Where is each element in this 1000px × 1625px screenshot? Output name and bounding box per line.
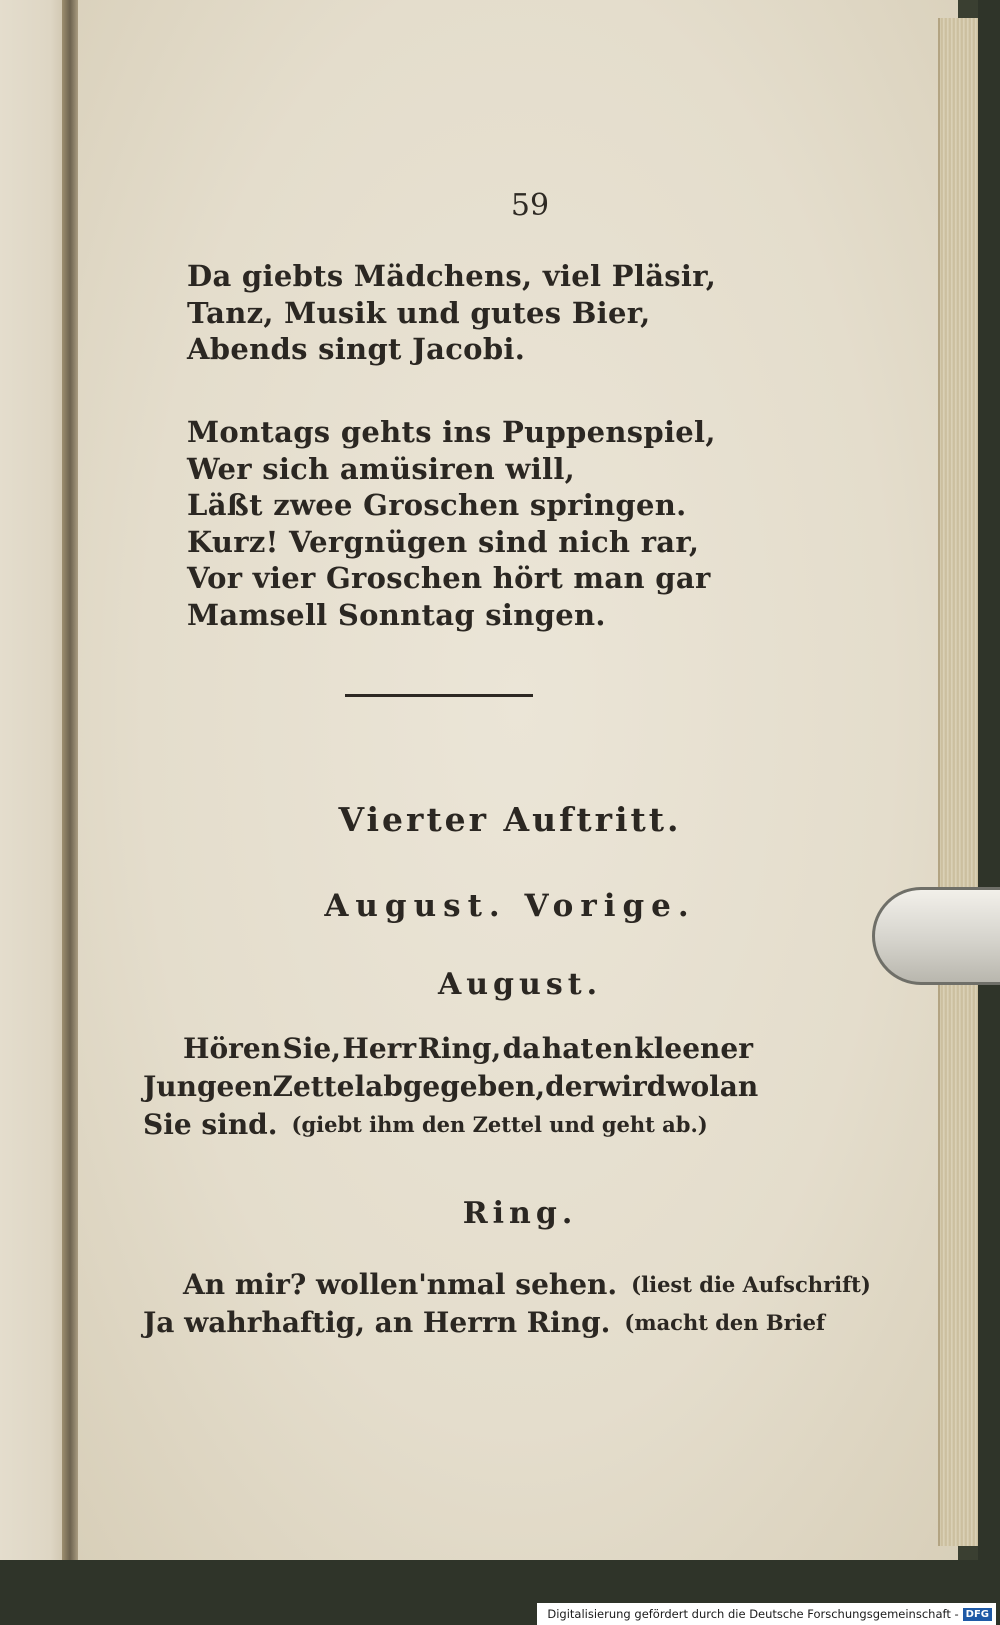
speech-text: An mir? wollen'nmal sehen. [183,1268,618,1301]
dfg-logo: DFG [963,1608,992,1621]
speech-august [143,1030,759,1144]
stage-direction: (macht den Brief [624,1310,826,1335]
word: abgegeben, [365,1070,546,1103]
word: Zettel [272,1070,366,1103]
speech-ring [143,1266,871,1342]
scene-cast: August. Vorige. [324,888,696,924]
verse-line: Da giebts Mädchens, viel Pläsir, [187,259,717,293]
verse-line: Abends singt Jacobi. [187,332,526,366]
page-clip [872,887,1000,985]
word: Junge [143,1070,235,1103]
word: der [545,1070,598,1103]
scan-bottom-bar [0,1560,1000,1625]
word: en [594,1032,633,1065]
section-divider [345,694,533,697]
stage-direction: (giebt ihm den Zettel und geht ab.) [291,1112,708,1137]
speech-line [143,1266,871,1304]
verse-line: Wer sich amüsiren will, [187,451,576,486]
verse-line: Tanz, Musik und gutes Bier, [187,295,651,330]
word: wird [597,1070,667,1103]
cover-edge [978,0,1000,1560]
verse-stanza-1 [187,258,716,368]
word: en [234,1070,273,1103]
verse-line: Mamsell Sonntag singen. [187,597,606,632]
word: kleener [634,1032,753,1065]
speech-line [143,1106,753,1144]
funding-credit-text: Digitalisierung gefördert durch die Deutsche Forschungsgemeinschaft - [547,1607,959,1621]
speech-line [143,1304,826,1342]
word: Sie, [282,1032,341,1065]
word: hat [541,1032,594,1065]
speech-line [143,1068,759,1106]
speech-line [143,1030,753,1068]
speech-text: Ja wahrhaftig, an Herrn Ring. [143,1306,611,1339]
word: Hören [183,1032,282,1065]
word: Ring, [417,1032,502,1065]
speaker-name: Ring. [462,1196,578,1231]
word: Herr [342,1032,417,1065]
word: an [719,1070,759,1103]
verse-stanza-2 [187,414,716,633]
speaker-name: August. [437,967,603,1002]
verse-line: Montags gehts ins Puppenspiel, [187,415,716,449]
funding-credit [537,1603,996,1625]
verse-line: Vor vier Groschen hört man gar [187,561,711,595]
verse-line: Kurz! Vergnügen sind nich rar, [187,524,700,559]
word: da [502,1032,541,1065]
stage-direction: (liest die Aufschrift) [631,1272,871,1297]
speech-text: Sie sind. [143,1108,278,1141]
page-number: 59 [510,188,550,223]
word: wol [666,1070,720,1103]
scene-title: Vierter Auftritt. [338,800,682,839]
verse-line: Läßt zwee Groschen springen. [187,488,687,522]
